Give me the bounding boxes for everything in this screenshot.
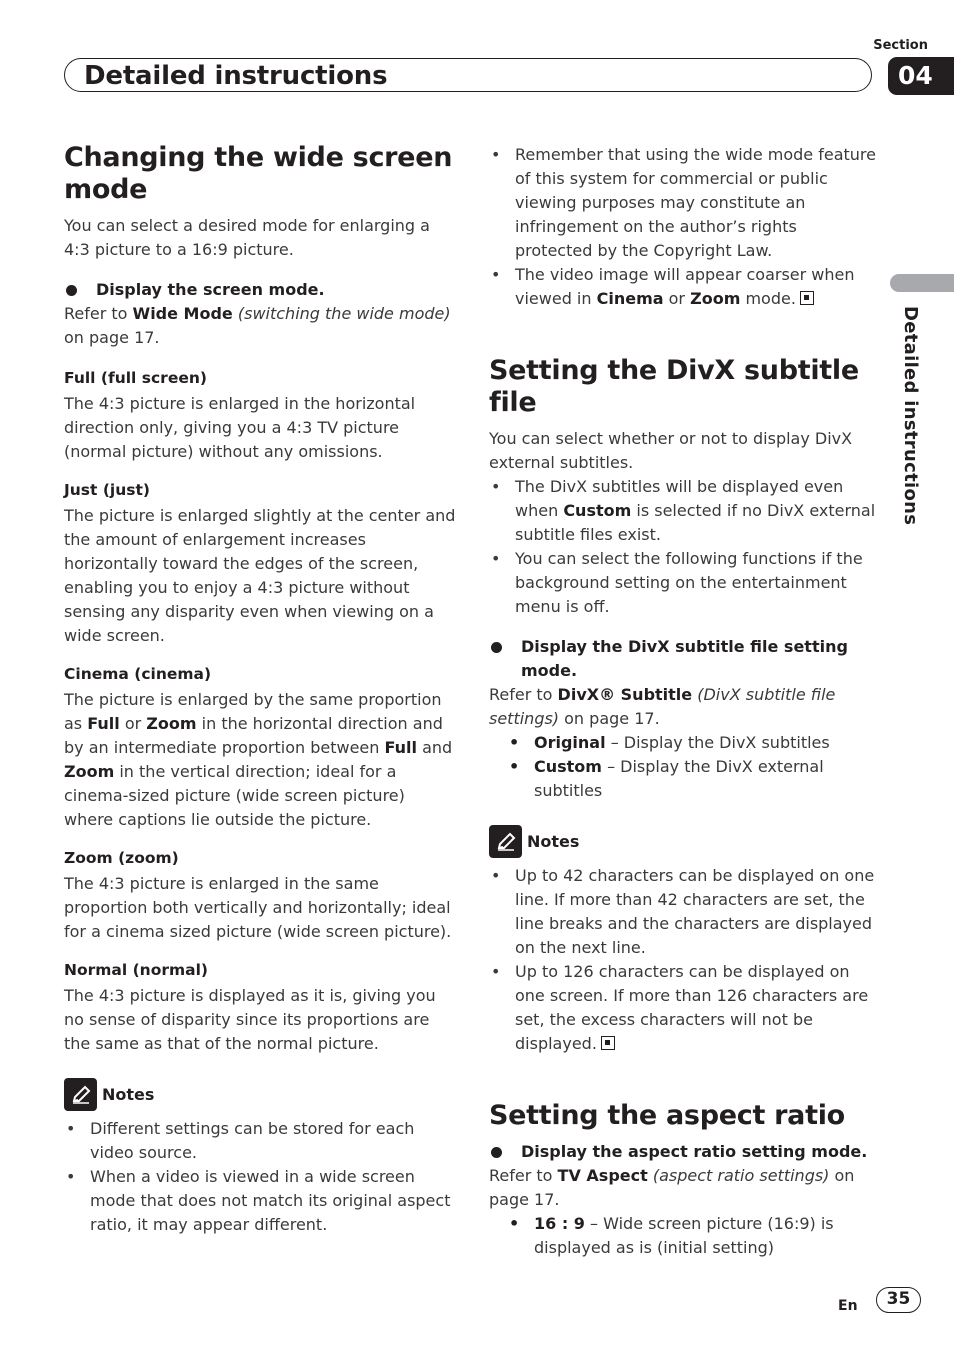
section-label: Section [873,38,928,53]
list-item: • When a video is viewed in a wide screen mode that does not match its original aspect ratio, it may appear different. [66,1167,451,1234]
wide-intro: You can select a desired mode for enlarging a 4:3 picture to a 16:9 picture. [64,216,430,259]
page-number: 35 [876,1287,921,1313]
right-column [489,143,879,1260]
notes-title: Notes [102,1084,155,1104]
mode-just-title: Just (just) [64,481,150,499]
notes-header [489,825,879,858]
aspect-step-ref: Refer to TV Aspect (aspect ratio settings) on page 17. [489,1166,855,1209]
heading-aspect-ratio: Setting the aspect ratio [489,1100,845,1131]
heading-divx-subtitle: Setting the DivX subtitle file [489,355,859,418]
end-mark-icon [800,291,814,305]
option-original: • Original – Display the DivX subtitles [509,733,830,752]
side-tab-marker [890,274,954,292]
mode-cinema-desc: The picture is enlarged by the same proportion as Full or Zoom in the horizontal direction and by an intermediate proportion between Full and Zoom in the vertical direction; ideal for a cinema-sized picture (wide screen picture) where captions lie outside the picture. [64,690,453,829]
pencil-icon [489,825,522,858]
mode-full-desc: The 4:3 picture is enlarged in the horizontal direction only, giving you a 4:3 TV picture (normal picture) without any omissions. [64,394,416,461]
mode-zoom-title: Zoom (zoom) [64,849,179,867]
list-item: • Up to 42 characters can be displayed on one line. If more than 42 characters are set, the line breaks and the characters are displayed on the next line. [491,866,875,957]
aspect-step-title: Display the aspect ratio setting mode. [489,1140,879,1164]
header-title: Detailed instructions [84,61,388,91]
option-16-9: • 16 : 9 – Wide screen picture (16:9) is displayed as is (initial setting) [509,1214,834,1257]
list-item: • Up to 126 characters can be displayed on one screen. If more than 126 characters are set, the excess characters will not be displayed. [491,962,869,1053]
list-item: • Different settings can be stored for each video source. [66,1119,415,1162]
left-column [64,142,456,1237]
mode-zoom-desc: The 4:3 picture is enlarged in the same proportion both vertically and horizontally; ideal for a cinema sized picture (wide screen picture). [64,874,452,941]
mode-normal-desc: The 4:3 picture is displayed as it is, giving you no sense of disparity since its proportions are the same as that of the normal picture. [64,986,436,1053]
notes-header [64,1078,456,1111]
mode-full-title: Full (full screen) [64,369,207,387]
list-item: • The video image will appear coarser when viewed in Cinema or Zoom mode. [491,265,855,308]
mode-just-desc: The picture is enlarged slightly at the center and the amount of enlargement increases horizontally toward the edges of the screen, enabling you to enjoy a 4:3 picture without sensing any disparity even when viewing on a wide screen. [64,506,456,645]
list-item: • The DivX subtitles will be displayed even when Custom is selected if no DivX external subtitle files exist. [491,477,876,544]
option-custom: • Custom – Display the DivX external subtitles [509,757,824,800]
list-item: • Remember that using the wide mode feature of this system for commercial or public viewing purposes may constitute an infringement on the author’s rights protected by the Copyright Law. [491,145,876,260]
pencil-icon [64,1078,97,1111]
mode-normal-title: Normal (normal) [64,961,209,979]
side-tab-label: Detailed instructions [900,306,921,526]
wide-step-title: Display the screen mode. [64,278,456,302]
divx-step-ref: Refer to DivX® Subtitle (DivX subtitle file settings) on page 17. [489,685,836,728]
end-mark-icon [601,1036,615,1050]
notes-title: Notes [527,831,580,851]
divx-step-title: Display the DivX subtitle file setting mode. [489,635,879,683]
list-item: • You can select the following functions if the background setting on the entertainment menu is off. [491,549,863,616]
section-number: 04 [888,57,954,95]
footer-language: En [838,1298,858,1314]
wide-step-ref: Refer to Wide Mode (switching the wide mode) on page 17. [64,304,451,347]
divx-intro: You can select whether or not to display DivX external subtitles. [489,429,853,472]
mode-cinema-title: Cinema (cinema) [64,665,212,683]
heading-wide-screen: Changing the wide screen mode [64,142,453,205]
